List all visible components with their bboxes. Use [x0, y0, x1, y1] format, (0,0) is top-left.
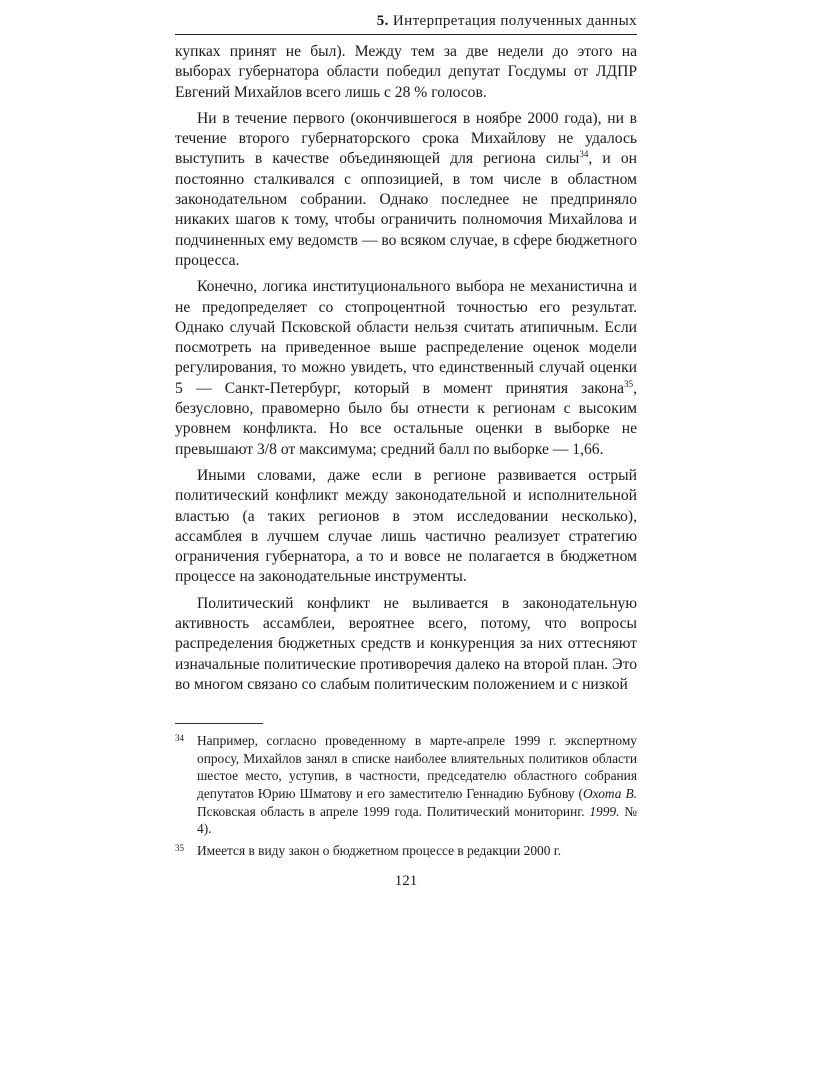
chapter-number: 5.: [376, 13, 389, 29]
footnote-35: [175, 842, 637, 860]
footnote-number: 35: [175, 842, 184, 853]
footnote-ref-35: 35: [624, 378, 634, 389]
page-number: 121: [394, 873, 418, 890]
paragraph-2-part-a: Ни в течение первого (окончившегося в ноябре 2000 года), ни в течение второго губернаторского срока Михайлову не удалось выступить в качестве объединяющей для региона силы: [175, 109, 637, 168]
running-head: [175, 12, 637, 35]
paragraph-3-part-a: Конечно, логика институционального выбора не механистична и не предопределяет со стопроцентной точностью его результат. Однако случай Псковской области нельзя считать атипичным. Если посмотреть на приведенное выше распределение оценок модели регулирования, то можно увидеть, что единственный случай оценки 5 — Санкт-Петербург, который в момент принятия закона: [175, 278, 637, 397]
paragraph-1: купках принят не был). Между тем за две недели до этого на выборах губернатора области победил депутат Госдумы от ЛДПР Евгений Михайлов всего лишь с 28 % голосов.: [175, 43, 637, 101]
footnote-35-text: Имеется в виду закон о бюджетном процессе в редакции 2000 г.: [197, 842, 562, 858]
main-text: [175, 42, 637, 695]
paragraph-5: Политический конфликт не выливается в законодательную активность ассамблеи, вероятнее всего, потому, что вопросы распределения бюджетных средств и конкуренция за них оттесняют изначальные политические противоречия далеко на второй план. Это во многом связано со слабым политическим положением и с низкой: [175, 594, 637, 693]
footnote-34-year: 1999.: [589, 803, 620, 819]
footnote-34-author: Охота В.: [582, 785, 637, 801]
footnotes: [175, 732, 637, 859]
paragraph-2-part-b: , и он постоянно сталкивался с оппозицией, в том числе в областном законодательном собрании. Однако последнее не предприняло никаких шагов к тому, чтобы ограничить полномочия Михайлова и подчиненных ему ведомств — во всяком случае, в сфере бюджетного процесса.: [175, 150, 637, 269]
footnote-ref-34: 34: [579, 149, 589, 160]
book-page: [175, 12, 637, 890]
paragraph-2: [175, 109, 637, 271]
paragraph-4: Иными словами, даже если в регионе развивается острый политический конфликт между законодательной и исполнительной властью (а таких регионов в этом исследовании несколько), ассамблея в лучшем случае лишь частично реализует стратегию ограничения губернатора, а то и вовсе не полагается в бюджетном процессе на законодательные инструменты.: [175, 466, 637, 586]
paragraph-3: [175, 277, 637, 460]
chapter-title: Интерпретация полученных данных: [392, 13, 637, 29]
footnote-34: [175, 732, 637, 838]
footnote-divider: [175, 723, 263, 724]
footnote-34-part-a: Например, согласно проведенному в марте-апреле 1999 г. экспертному опросу, Михайлов занял в списке наиболее влиятельных политиков области шестое место, уступив, в частности, председателю областного собрания депутатов Юрию Шматову и его заместителю Геннадию Бубнову (: [197, 733, 637, 801]
footnote-34-part-c: № 4).: [197, 803, 637, 837]
footnote-number: 34: [175, 733, 184, 744]
footnote-34-part-b: Псковская область в апреле 1999 года. Политический мониторинг.: [197, 803, 590, 819]
paragraph-3-part-b: , безусловно, правомерно было бы отнести к регионам с высоким уровнем конфликта. Но все остальные оценки в выборке не превышают 3/8 от максимума; средний балл по выборке — 1,66.: [175, 379, 637, 458]
